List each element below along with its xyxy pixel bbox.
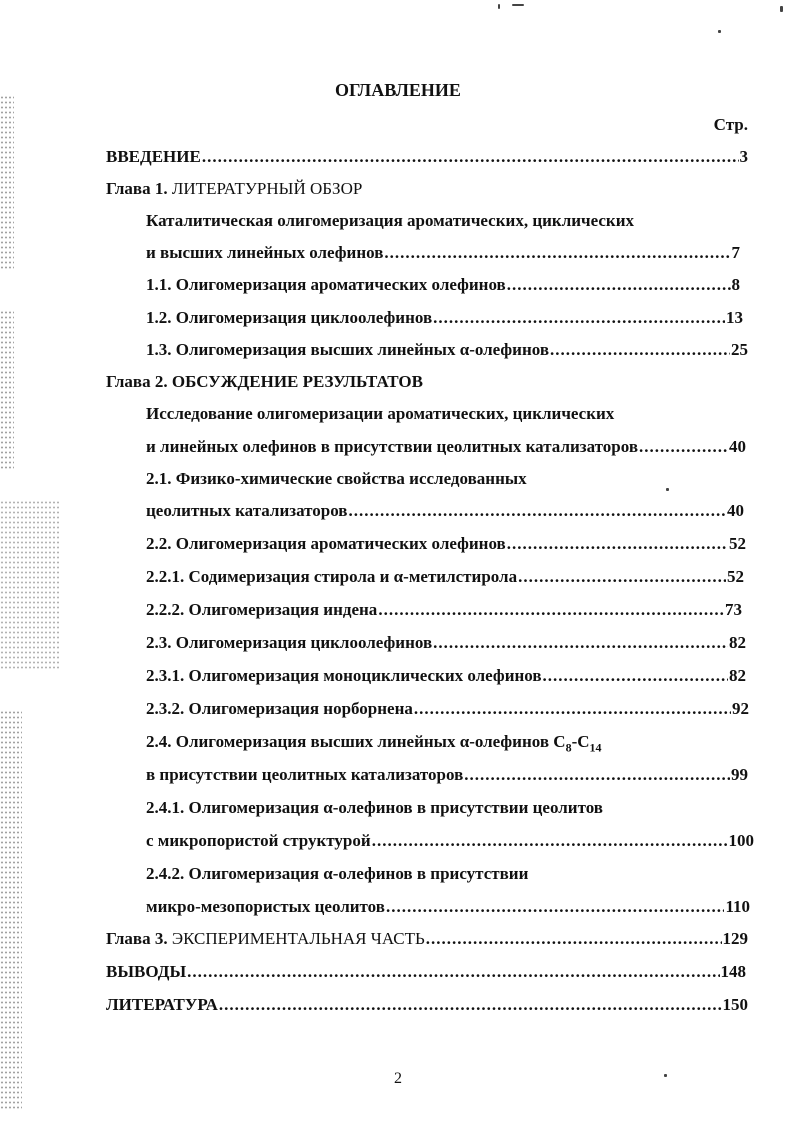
scan-noise <box>0 710 22 1110</box>
page-number: 2 <box>394 1070 402 1087</box>
toc-entry-2-4-1-line2: с микропористой структурой ..... 100 <box>146 830 754 852</box>
toc-entry-2-3: 2.3. Олигомеризация циклоолефинов ..... 82 <box>146 632 746 654</box>
scan-speck <box>512 4 524 6</box>
toc-entry-2-1-line2: цеолитных катализаторов ..... 40 <box>146 500 744 522</box>
toc-entry-conclusions: ВЫВОДЫ ..... 148 <box>106 961 746 983</box>
toc-chapter-3: Глава 3. ЭКСПЕРИМЕНТАЛЬНАЯ ЧАСТЬ ..... 129 <box>106 928 748 950</box>
toc-entry-1-1: 1.1. Олигомеризация ароматических олефинов ..... 8 <box>146 274 740 296</box>
toc-entry-2-4-line2: в присутствии цеолитных катализаторов ..... 99 <box>146 764 748 786</box>
page-column-label: Стр. <box>713 115 748 134</box>
dot-leader <box>202 146 739 168</box>
scan-noise <box>0 95 14 270</box>
scan-speck <box>780 6 783 12</box>
toc-chapter-1: Глава 1. ЛИТЕРАТУРНЫЙ ОБЗОР <box>106 179 363 198</box>
toc-chapter-1-intro-line1: Каталитическая олигомеризация ароматических, циклических <box>146 211 635 230</box>
scan-speck <box>664 1074 667 1077</box>
toc-entry-2-2-1: 2.2.1. Содимеризация стирола и α-метилстирола ..... 52 <box>146 566 744 588</box>
toc-entry-1-3: 1.3. Олигомеризация высших линейных α-олефинов ..... 25 <box>146 339 748 361</box>
toc-entry-2-4-1-line1: 2.4.1. Олигомеризация α-олефинов в присутствии цеолитов <box>146 798 603 817</box>
toc-entry-2-1-line1: 2.1. Физико-химические свойства исследованных <box>146 469 527 488</box>
toc-entry-intro: ВВЕДЕНИЕ ..... 3 <box>106 146 748 168</box>
toc-chapter-2-intro-line2: и линейных олефинов в присутствии цеолитных катализаторов ..... 40 <box>146 436 746 458</box>
toc-entry-2-2-2: 2.2.2. Олигомеризация индена ..... 73 <box>146 599 742 621</box>
scan-speck <box>718 30 721 33</box>
toc-chapter-1-intro-line2: и высших линейных олефинов ..... 7 <box>146 242 740 264</box>
toc-entry-2-2: 2.2. Олигомеризация ароматических олефинов ..... 52 <box>146 533 746 555</box>
toc-entry-references: ЛИТЕРАТУРА ..... 150 <box>106 994 748 1016</box>
toc-entry-1-2: 1.2. Олигомеризация циклоолефинов ..... 13 <box>146 307 743 329</box>
toc-entry-2-3-1: 2.3.1. Олигомеризация моноциклических олефинов ..... 82 <box>146 665 746 687</box>
toc-entry-2-3-2: 2.3.2. Олигомеризация норборнена ..... 92 <box>146 698 749 720</box>
toc-entry-2-4-line1: 2.4. Олигомеризация высших линейных α-олефинов $С_8-С_{14}$ <box>146 732 602 755</box>
scan-speck <box>498 4 500 9</box>
toc-chapter-2-intro-line1: Исследование олигомеризации ароматических, циклических <box>146 404 615 423</box>
toc-chapter-2: Глава 2. ОБСУЖДЕНИЕ РЕЗУЛЬТАТОВ <box>106 372 423 391</box>
toc-entry-2-4-2-line1: 2.4.2. Олигомеризация α-олефинов в присутствии <box>146 864 529 883</box>
scan-noise <box>0 500 60 670</box>
toc-entry-2-4-2-line2: микро-мезопористых цеолитов ..... 110 <box>146 896 750 918</box>
page-title: ОГЛАВЛЕНИЕ <box>335 80 461 100</box>
scan-speck <box>666 488 669 491</box>
scan-noise <box>0 310 14 470</box>
